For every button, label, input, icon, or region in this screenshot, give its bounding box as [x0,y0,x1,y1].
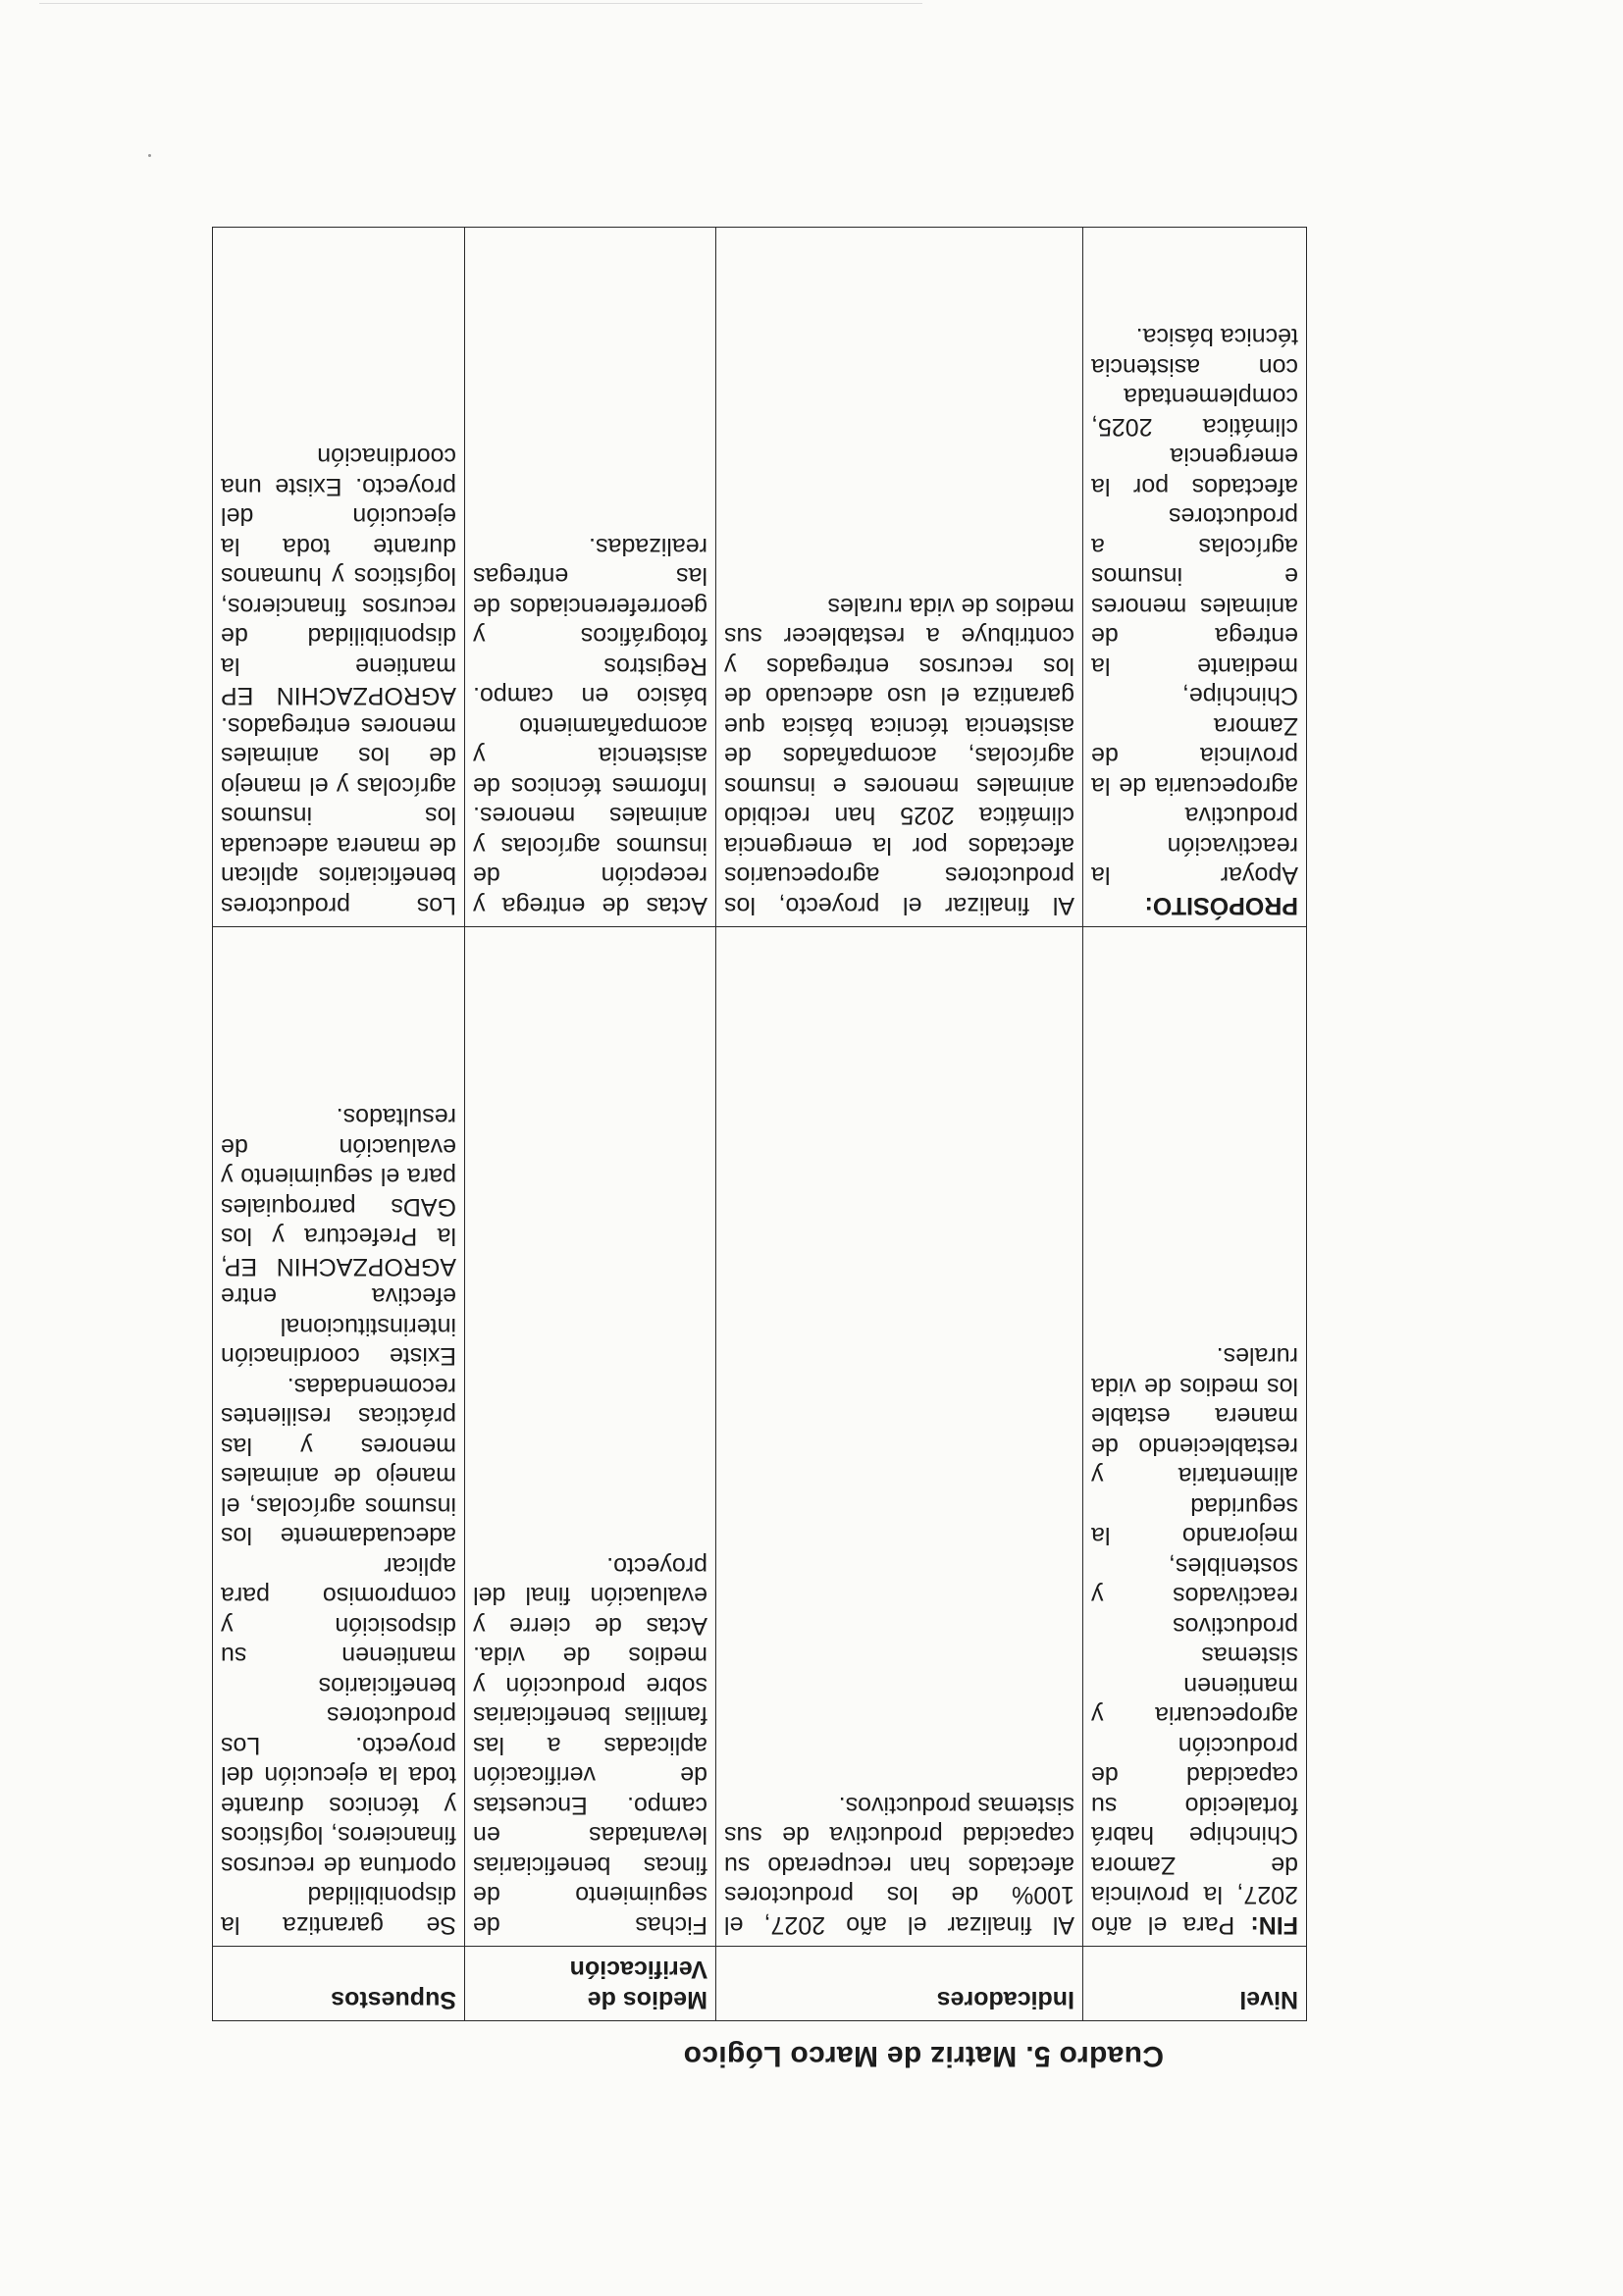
header-row [213,1947,1307,2021]
header-medios: Medios de Verificación [465,1947,716,2021]
cell-medios-proposito: Actas de entrega y recepción de insumos agrícolas y animales menores. Informes técnicos de asistencia y acompañamiento básico en campo. Registros fotográficos y georreferenciados de las entregas realizadas. [465,228,716,927]
level-label-fin: FIN: [1250,1911,1298,1939]
level-text-fin: Para el año 2027, la provincia de Zamora Chinchipe habrá fortalecido su capacidad de producción agropecuaria y mantienen sistemas productivos reactivados y sostenibles, mejorando la seguridad alimentaria y restableciendo de manera estable los medios de vida rurales. [1091,1342,1298,1939]
cell-medios-fin: Fichas de seguimiento de fincas beneficiarias levantadas en campo. Encuestas de verificación aplicadas a las familias beneficiarias sobre producción y medios de vida. Actas de cierre y evaluación final del proyecto. [465,927,716,1947]
cell-supuestos-proposito: Los productores beneficiarios aplican de manera adecuada los insumos agrícolas y el manejo de los animales menores entregados. AGROPZACHIN EP mantiene la disponibilidad de recursos financieros, logísticos y humanos durante toda la ejecución del proyecto. Existe una coordinación [213,228,465,927]
cell-level-fin [1083,927,1307,1947]
cell-indicadores-fin: Al finalizar el año 2027, el 100% de los productores afectados han recuperado su capacidad productiva de sus sistemas productivos. [716,927,1083,1947]
header-indicadores: Indicadores [716,1947,1083,2021]
table-row-proposito [213,228,1307,927]
table-row-fin [213,927,1307,1947]
cell-level-proposito [1083,228,1307,927]
cell-supuestos-fin: Se garantiza la disponibilidad oportuna de recursos financieros, logísticos y técnicos durante toda la ejecución del proyecto. Los productores beneficiarios mantienen su disposición y compromiso para aplicar adecuadamente los insumos agrícolas, el manejo de animales menores y las prácticas resilientes recomendadas. Existe coordinación interinstitucional efectiva entre AGROPZACHIN EP, la Prefectura y los GADs parroquiales para el seguimiento y evaluación de resultados. [213,927,465,1947]
level-label-proposito: PROPÓSITO: [1144,892,1298,919]
scan-speck [148,154,151,157]
cell-indicadores-proposito: Al finalizar el proyecto, los productores agropecuarios afectados por la emergencia climática 2025 han recibido animales menores e insumos agrícolas, acompañados de asistencia técnica básica que garantiza el uso adecuado de los recursos entregados y contribuye a restablecer sus medios de vida rurales [716,228,1083,927]
level-text-proposito: Apoyar la reactivación productiva agropecuaria de la provincia de Zamora Chinchipe, mediante la entrega de animales menores e insumos agrícolas a productores afectados por la emergencia climática 2025, complementada con asistencia técnica básica. [1091,323,1298,890]
table-caption: Cuadro 5. Matriz de Marco Lógico [683,2040,1164,2072]
logical-framework-matrix [212,227,1307,2021]
header-nivel: Nivel [1083,1947,1307,2021]
scan-edge-line [39,3,922,4]
header-supuestos: Supuestos [213,1947,465,2021]
